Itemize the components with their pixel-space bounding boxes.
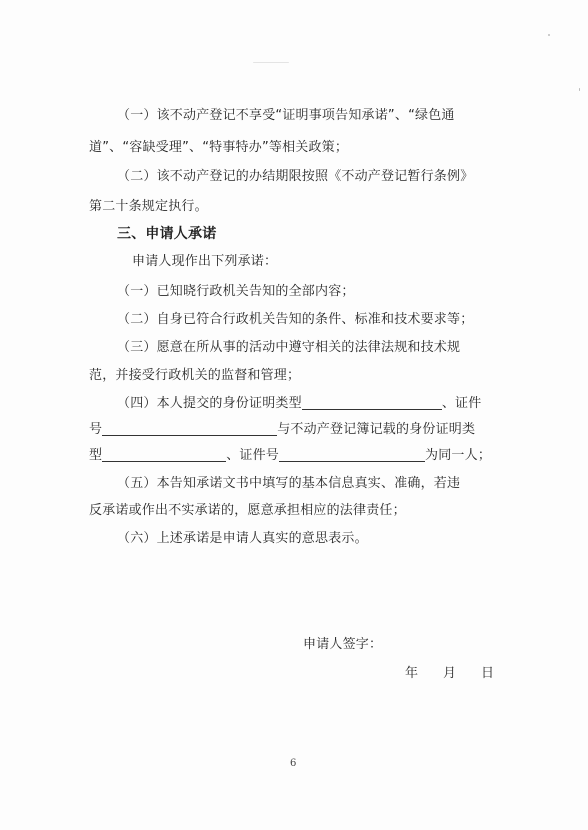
commitment-item-5-line-1: （五）本告知承诺文书中填写的基本信息真实、准确，若违	[117, 476, 461, 491]
registry-id-type-blank[interactable]	[102, 447, 226, 462]
signature-label: 申请人签字：	[303, 637, 383, 652]
page-number: 6	[290, 758, 297, 769]
item-4-text-b: 、证件	[441, 396, 482, 411]
commitment-item-3-line-1: （三）愿意在所从事的活动中遵守相关的法律法规和技术规	[117, 340, 461, 355]
id-type-blank[interactable]	[302, 395, 442, 410]
item-2-line-1: （二）该不动产登记的办结期限按照《不动产登记暂行条例》	[117, 169, 474, 184]
commitment-item-4-line-3	[89, 447, 491, 465]
id-number-blank[interactable]	[102, 421, 277, 436]
item-1-line-1: （一）该不动产登记不享受“证明事项告知承诺”、“绿色通	[117, 108, 455, 123]
commitment-item-3-line-2: 范，并接受行政机关的监督和管理；	[89, 368, 301, 383]
item-1-line-2: 道”、“容缺受理”、“特事特办”等相关政策；	[89, 140, 349, 155]
item-2-line-2: 第二十条规定执行。	[89, 199, 208, 214]
scan-speck	[579, 88, 580, 91]
commitment-item-2: （二）自身已符合行政机关告知的条件、标准和技术要求等；	[117, 312, 474, 327]
commitment-item-1: （一）已知晓行政机关告知的全部内容；	[117, 284, 355, 299]
item-4-text-e: 型	[89, 448, 103, 463]
section-heading: 三、申请人承诺	[117, 226, 217, 242]
commitment-item-4-line-2	[89, 421, 475, 439]
item-4-text-f: 、证件号	[226, 448, 280, 463]
scan-speck	[253, 62, 289, 63]
item-4-text-c: 号	[89, 422, 103, 437]
item-4-text-g: 为同一人；	[425, 448, 492, 463]
commitment-intro: 申请人现作出下列承诺：	[132, 254, 278, 269]
item-4-text-d: 与不动产登记簿记载的身份证明类	[277, 422, 476, 437]
signature-date: 年 月 日	[405, 666, 501, 681]
registry-id-number-blank[interactable]	[279, 447, 425, 462]
commitment-item-6: （六）上述承诺是申请人真实的意思表示。	[117, 531, 368, 546]
scan-speck	[548, 34, 550, 36]
commitment-item-5-line-2: 反承诺或作出不实承诺的，愿意承担相应的法律责任；	[89, 503, 406, 518]
commitment-item-4-line-1	[117, 395, 481, 413]
item-4-text-a: （四）本人提交的身份证明类型	[117, 396, 302, 411]
